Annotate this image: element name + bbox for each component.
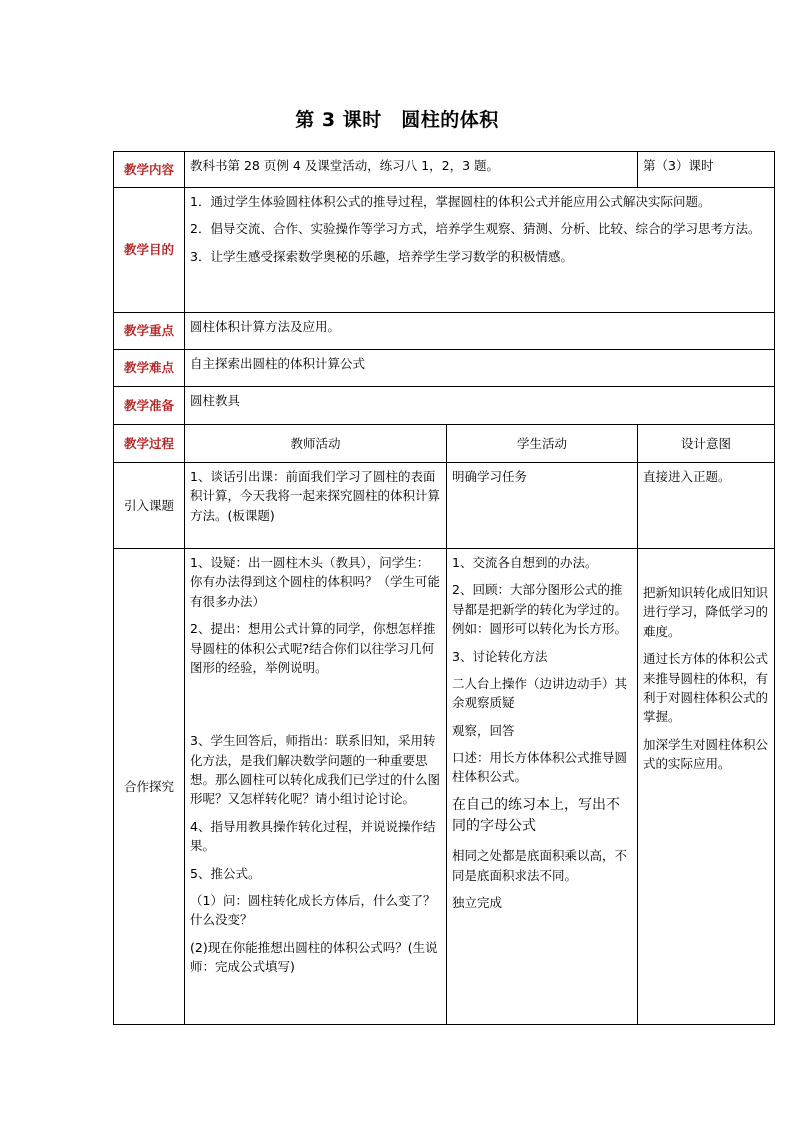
- objective-item: 1．通过学生体验圆柱体积公式的推导过程，掌握圆柱的体积公式并能应用公式解决实际问题。: [190, 194, 711, 209]
- explore-student-cell: [447, 549, 638, 1025]
- teacher-step: 3、学生回答后，师指出：联系旧知，采用转化方法，是我们解决数学问题的一种重要思想。那么圆柱可以转化成我们已学过的什么图形呢？又怎样转化呢？请小组讨论讨论。: [190, 733, 441, 807]
- objectives-label: 教学目的: [114, 188, 185, 313]
- student-step: 观察，回答: [452, 722, 515, 738]
- teacher-step: 4、指导用教具操作转化过程，并说说操作结果。: [190, 818, 436, 854]
- period-text: 第（3）课时: [638, 152, 775, 188]
- intro-row: [114, 463, 775, 549]
- student-step: 相同之处都是底面积乘以高，不同是底面积求法不同。: [452, 848, 628, 883]
- intro-student-text: 明确学习任务: [447, 463, 638, 549]
- lesson-plan-table: [113, 151, 775, 1025]
- explore-row: [114, 549, 775, 1025]
- intro-teacher-text: 1、谈话引出课：前面我们学习了圆柱的表面积计算，今天我将一起来探究圆柱的体积计算方法。(板课题): [185, 463, 447, 549]
- intro-stage-label: 引入课题: [114, 463, 185, 549]
- explore-intent-cell: [638, 549, 775, 1025]
- preparation-text: 圆柱教具: [185, 387, 775, 425]
- process-label: 教学过程: [114, 425, 185, 463]
- objectives-cell: [185, 188, 775, 313]
- preparation-label: 教学准备: [114, 387, 185, 425]
- objective-item: 2．倡导交流、合作、实验操作等学习方式，培养学生观察、猜测、分析、比较、综合的学习思考方法。: [190, 221, 761, 237]
- intro-intent-text: 直接进入正题。: [638, 463, 775, 549]
- teacher-step: 2、提出：想用公式计算的同学，你想怎样推导圆柱的体积公式呢?结合你们以往学习几何图形的经验，举例说明。: [190, 621, 436, 675]
- student-step: 2、回顾：大部分图形公式的推导都是把新学的转化为学过的。例如：圆形可以转化为长方形。: [452, 582, 628, 637]
- explore-teacher-cell: [185, 549, 451, 1025]
- teacher-step: 1、设疑：出一圆柱木头（教具），问学生：你有办法得到这个圆柱的体积吗？（学生可能有很多办法）: [190, 555, 441, 609]
- explore-stage-label: 合作探究: [114, 549, 185, 1025]
- student-step: 3、讨论转化方法: [452, 648, 548, 664]
- key-point-text: 圆柱体积计算方法及应用。: [185, 313, 775, 350]
- content-row: [114, 152, 775, 188]
- difficulty-row: [114, 350, 775, 387]
- student-step: 1、交流各自想到的办法。: [452, 555, 598, 570]
- student-step: 独立完成: [452, 894, 503, 910]
- teacher-step: (2)现在你能推想出圆柱的体积公式吗？(生说 师：完成公式填写): [190, 939, 451, 974]
- page-title: 第 3 课时 圆柱的体积: [295, 109, 499, 131]
- objectives-row: [114, 188, 775, 313]
- process-header-row: [114, 425, 775, 463]
- intent-item: 通过长方体的体积公式来推导圆柱的体积，有利于对圆柱体积公式的掌握。: [643, 651, 769, 725]
- key-point-label: 教学重点: [114, 313, 185, 350]
- preparation-row: [114, 387, 775, 425]
- objective-item: 3．让学生感受探索数学奥秘的乐趣，培养学生学习数学的积极情感。: [190, 248, 573, 264]
- teacher-activity-header: 教师活动: [185, 425, 447, 463]
- content-label: 教学内容: [114, 152, 185, 188]
- student-step: 口述：用长方体体积公式推导圆柱体积公式。: [452, 750, 628, 785]
- design-intent-header: 设计意图: [638, 425, 775, 463]
- content-text: 教科书第 28 页例 4 及课堂活动，练习八 1，2，3 题。: [185, 152, 638, 188]
- teacher-step: 5、推公式。: [190, 865, 261, 881]
- teacher-step: （1）问：圆柱转化成长方体后，什么变了？什么没变？: [190, 892, 436, 928]
- key-point-row: [114, 313, 775, 350]
- intent-item: 加深学生对圆柱体积公式的实际应用。: [643, 736, 769, 771]
- difficulty-label: 教学难点: [114, 350, 185, 387]
- intent-item: 把新知识转化成旧知识进行学习，降低学习的难度。: [643, 585, 769, 639]
- student-step: 在自己的练习本上，写出不同的字母公式: [452, 796, 620, 835]
- student-activity-header: 学生活动: [447, 425, 638, 463]
- student-step: 二人台上操作（边讲边动手）其余观察质疑: [452, 675, 628, 711]
- difficulty-text: 自主探索出圆柱的体积计算公式: [185, 350, 775, 387]
